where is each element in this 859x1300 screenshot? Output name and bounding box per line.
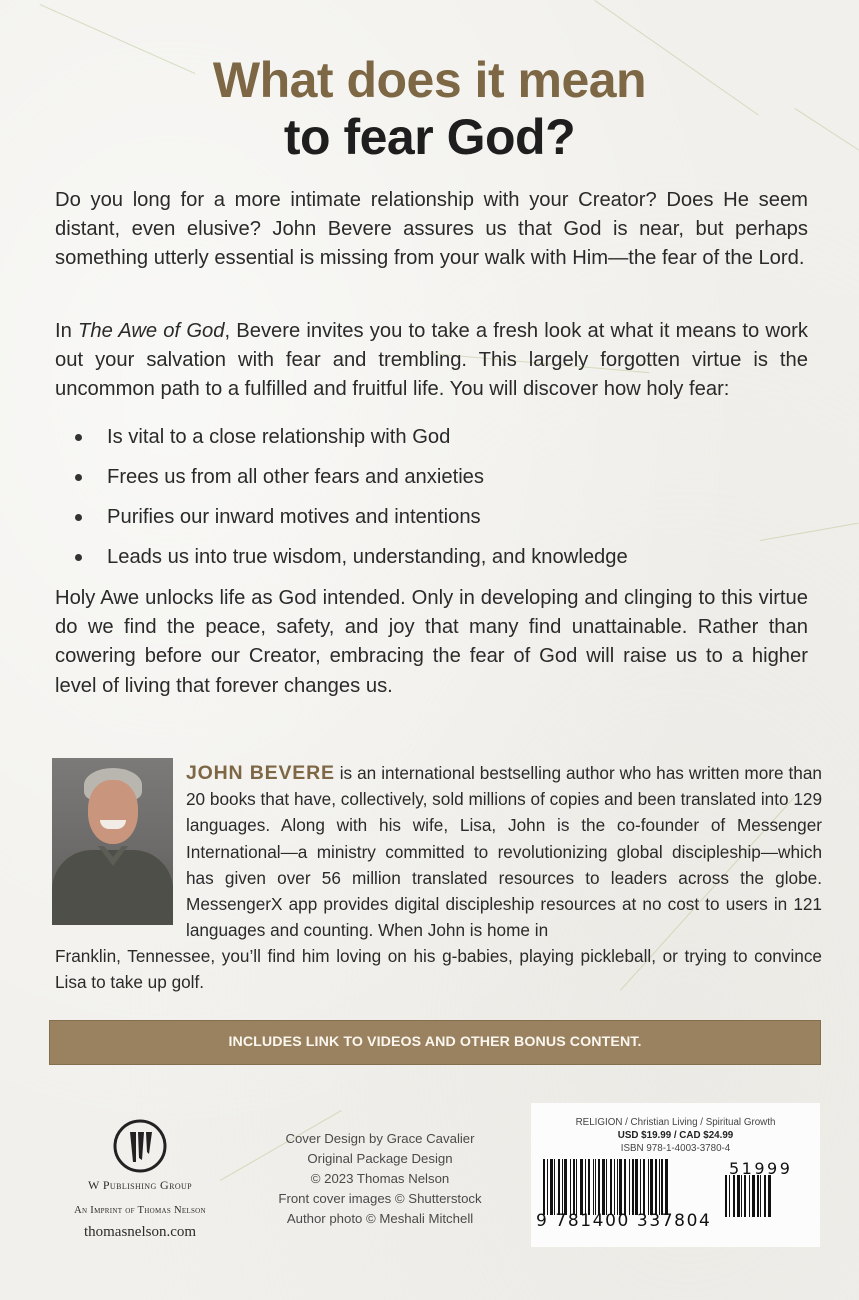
paragraph-rest: , Bevere invites you to take a fresh look at what it means to work out your salvation with fear and trembling. This largely forgotten virtue is the uncommon path to a fulfilled and fruitful life. You will discover how holy fear:	[55, 320, 809, 401]
author-photo	[52, 758, 173, 925]
addon-number: 51999	[729, 1159, 793, 1178]
bullet-icon	[75, 434, 82, 441]
publisher-block	[30, 1118, 250, 1241]
barcode-icon	[543, 1159, 708, 1215]
list-item-text: Is vital to a close relationship with God	[107, 426, 451, 448]
design-credits	[250, 1129, 510, 1229]
author-bio	[186, 760, 822, 943]
credit-line: Cover Design by Grace Cavalier	[285, 1131, 475, 1146]
title-line-1: What does it mean	[212, 52, 647, 108]
bisac-category: RELIGION / Christian Living / Spiritual Growth	[575, 1117, 776, 1128]
barcode-panel	[531, 1103, 820, 1247]
benefits-list	[55, 422, 815, 582]
publisher-imprint: An Imprint of Thomas Nelson	[74, 1205, 206, 1216]
bullet-icon	[75, 554, 82, 561]
list-item-text: Leads us into true wisdom, understanding, and knowledge	[107, 546, 628, 568]
bullet-icon	[75, 514, 82, 521]
credit-line: Front cover images © Shutterstock	[278, 1191, 482, 1206]
publisher-name: W Publishing Group	[87, 1178, 193, 1192]
page-title	[0, 52, 859, 166]
list-item	[55, 502, 815, 542]
publisher-url: thomasnelson.com	[83, 1224, 197, 1240]
intro-paragraph-2	[55, 317, 808, 405]
author-bio-continued: Franklin, Tennessee, you’ll find him loving on his g-babies, playing pickleball, or trying to convince Lisa to take up golf.	[55, 946, 822, 993]
ean-number: 9 781400 337804	[536, 1211, 712, 1231]
addon-barcode-icon	[725, 1175, 790, 1217]
credit-line: Original Package Design	[307, 1151, 453, 1166]
list-item-text: Purifies our inward motives and intentions	[107, 506, 481, 528]
list-item	[55, 422, 815, 462]
author-name: JOHN BEVERE	[186, 762, 335, 784]
paragraph-prefix: In	[55, 320, 79, 342]
list-item	[55, 542, 815, 582]
intro-paragraph-1: Do you long for a more intimate relationship with your Creator? Does He seem distant, even elusive? John Bevere assures us that God is near, but perhaps something utterly essential is missing from your walk with Him—the fear of the Lord.	[55, 189, 808, 270]
bonus-content-banner: INCLUDES LINK TO VIDEOS AND OTHER BONUS CONTENT.	[49, 1020, 821, 1065]
author-bio-text: is an international bestselling author who has written more than 20 books that have, collectively, sold millions of copies and been translated into 129 languages. Along with his wife, Lisa, John is the co-founder of Messenger International—a ministry committed to revolutionizing global discipleship—which has given over 56 million translated resources to leaders across the globe. MessengerX app provides digital discipleship resources at no cost to users in 121 languages and counting. When John is home in	[186, 763, 823, 941]
bullet-icon	[75, 474, 82, 481]
title-line-2: to fear God?	[283, 109, 576, 165]
list-item-text: Frees us from all other fears and anxieties	[107, 466, 485, 488]
credit-line: Author photo © Meshali Mitchell	[286, 1211, 474, 1226]
w-publishing-logo-icon	[112, 1118, 168, 1174]
list-item	[55, 462, 815, 502]
isbn: ISBN 978-1-4003-3780-4	[620, 1143, 731, 1154]
price: USD $19.99 / CAD $24.99	[617, 1130, 734, 1141]
photo-face	[88, 780, 138, 844]
book-title: The Awe of God	[78, 320, 225, 342]
closing-paragraph: Holy Awe unlocks life as God intended. Only in developing and clinging to this virtue do we find the peace, safety, and joy that many find unattainable. Rather than cowering before our Creator, embracing the fear of God will raise us to a higher level of living that forever changes us.	[55, 587, 808, 697]
credit-line: © 2023 Thomas Nelson	[310, 1171, 450, 1186]
